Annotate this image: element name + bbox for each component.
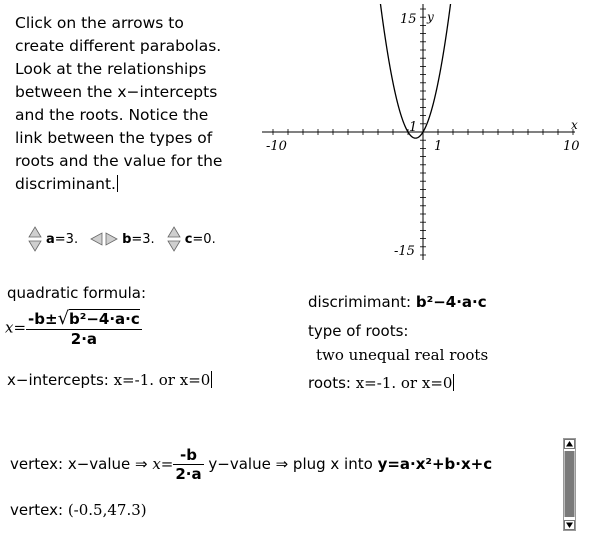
vertical-scrollbar[interactable] bbox=[563, 438, 576, 531]
x-max-label: 10 bbox=[563, 139, 580, 154]
vertex-y-text: y−value ⇒ plug x into bbox=[203, 455, 378, 473]
vertex-x-lhs: x= bbox=[152, 455, 174, 473]
scrollbar-thumb[interactable] bbox=[565, 451, 575, 517]
y-min-label: -15 bbox=[394, 244, 415, 259]
slider-b-label: b bbox=[122, 231, 132, 247]
formula-radicand: b²−4·a·c bbox=[69, 310, 140, 328]
text-cursor bbox=[117, 175, 118, 192]
slider-c-label: c bbox=[184, 231, 193, 247]
vertex-formula-line[interactable] bbox=[10, 446, 492, 483]
instruction-line: Look at the relationships bbox=[15, 60, 207, 78]
vertex-y-expr: y=a·x²+b·x+c bbox=[377, 455, 493, 473]
text-cursor bbox=[211, 371, 212, 388]
slider-a-arrows-icon[interactable] bbox=[28, 226, 42, 252]
slider-c-arrows-icon[interactable] bbox=[167, 226, 181, 252]
instruction-line: create different parabolas. bbox=[15, 37, 222, 55]
vertex-line1-label: vertex: x−value ⇒ bbox=[10, 455, 153, 473]
parabola-graph[interactable] bbox=[262, 4, 582, 264]
roots-label: roots: bbox=[308, 374, 356, 392]
discriminant-label: discrimimant: bbox=[308, 293, 416, 311]
x-min-label: -10 bbox=[266, 139, 287, 154]
roots-type-label: type of roots: bbox=[308, 322, 409, 340]
y-axis-name: y bbox=[427, 10, 434, 24]
text-cursor bbox=[453, 374, 454, 391]
slider-b-value: =3. bbox=[131, 231, 155, 247]
x-one-label: 1 bbox=[434, 139, 443, 154]
instruction-line: between the x−intercepts bbox=[15, 83, 218, 101]
discriminant-expr: b²−4·a·c bbox=[415, 293, 487, 311]
vertex-line2-value: (-0.5,47.3) bbox=[67, 501, 147, 519]
vertex-frac-num: -b bbox=[173, 446, 203, 465]
instructions-text[interactable] bbox=[15, 12, 235, 196]
y-max-label: 15 bbox=[400, 12, 417, 27]
vertex-line2-label: vertex: bbox=[10, 501, 68, 519]
x-axis-name: x bbox=[571, 118, 578, 132]
instruction-line: Click on the arrows to bbox=[15, 14, 184, 32]
roots-type-value: two unequal real roots bbox=[316, 346, 489, 364]
quadratic-formula-title: quadratic formula: bbox=[7, 284, 147, 302]
x-intercepts-value: x=-1. or x=0 bbox=[113, 371, 211, 389]
y-one-label: 1 bbox=[409, 120, 418, 135]
instruction-line: link between the types of bbox=[15, 129, 213, 147]
roots-value: x=-1. or x=0 bbox=[355, 374, 453, 392]
instruction-line: discriminant. bbox=[15, 175, 116, 193]
roots-line[interactable] bbox=[308, 374, 454, 392]
slider-a-value: =3. bbox=[54, 231, 79, 247]
x-intercepts-label: x−intercepts: bbox=[7, 371, 114, 389]
slider-a-label: a bbox=[46, 231, 55, 247]
instruction-line: roots and the value for the bbox=[15, 152, 223, 170]
vertex-frac-den: 2·a bbox=[175, 465, 202, 483]
x-intercepts-line[interactable] bbox=[7, 371, 212, 389]
slider-b-arrows-icon[interactable] bbox=[90, 232, 118, 246]
quadratic-formula[interactable]: x= $\frac{\text{-b±√b²−4·a·c}}{2\cdot a}$ bbox=[5, 308, 140, 348]
discriminant-line[interactable] bbox=[308, 293, 487, 311]
formula-num-prefix: -b± bbox=[28, 310, 58, 328]
formula-denominator: 2·a bbox=[70, 330, 98, 348]
slider-c-value: =0. bbox=[192, 231, 216, 247]
vertex-result-line[interactable] bbox=[10, 501, 147, 519]
formula-lhs: x= bbox=[5, 318, 27, 337]
slider-row bbox=[28, 226, 216, 252]
instruction-line: and the roots. Notice the bbox=[15, 106, 209, 124]
